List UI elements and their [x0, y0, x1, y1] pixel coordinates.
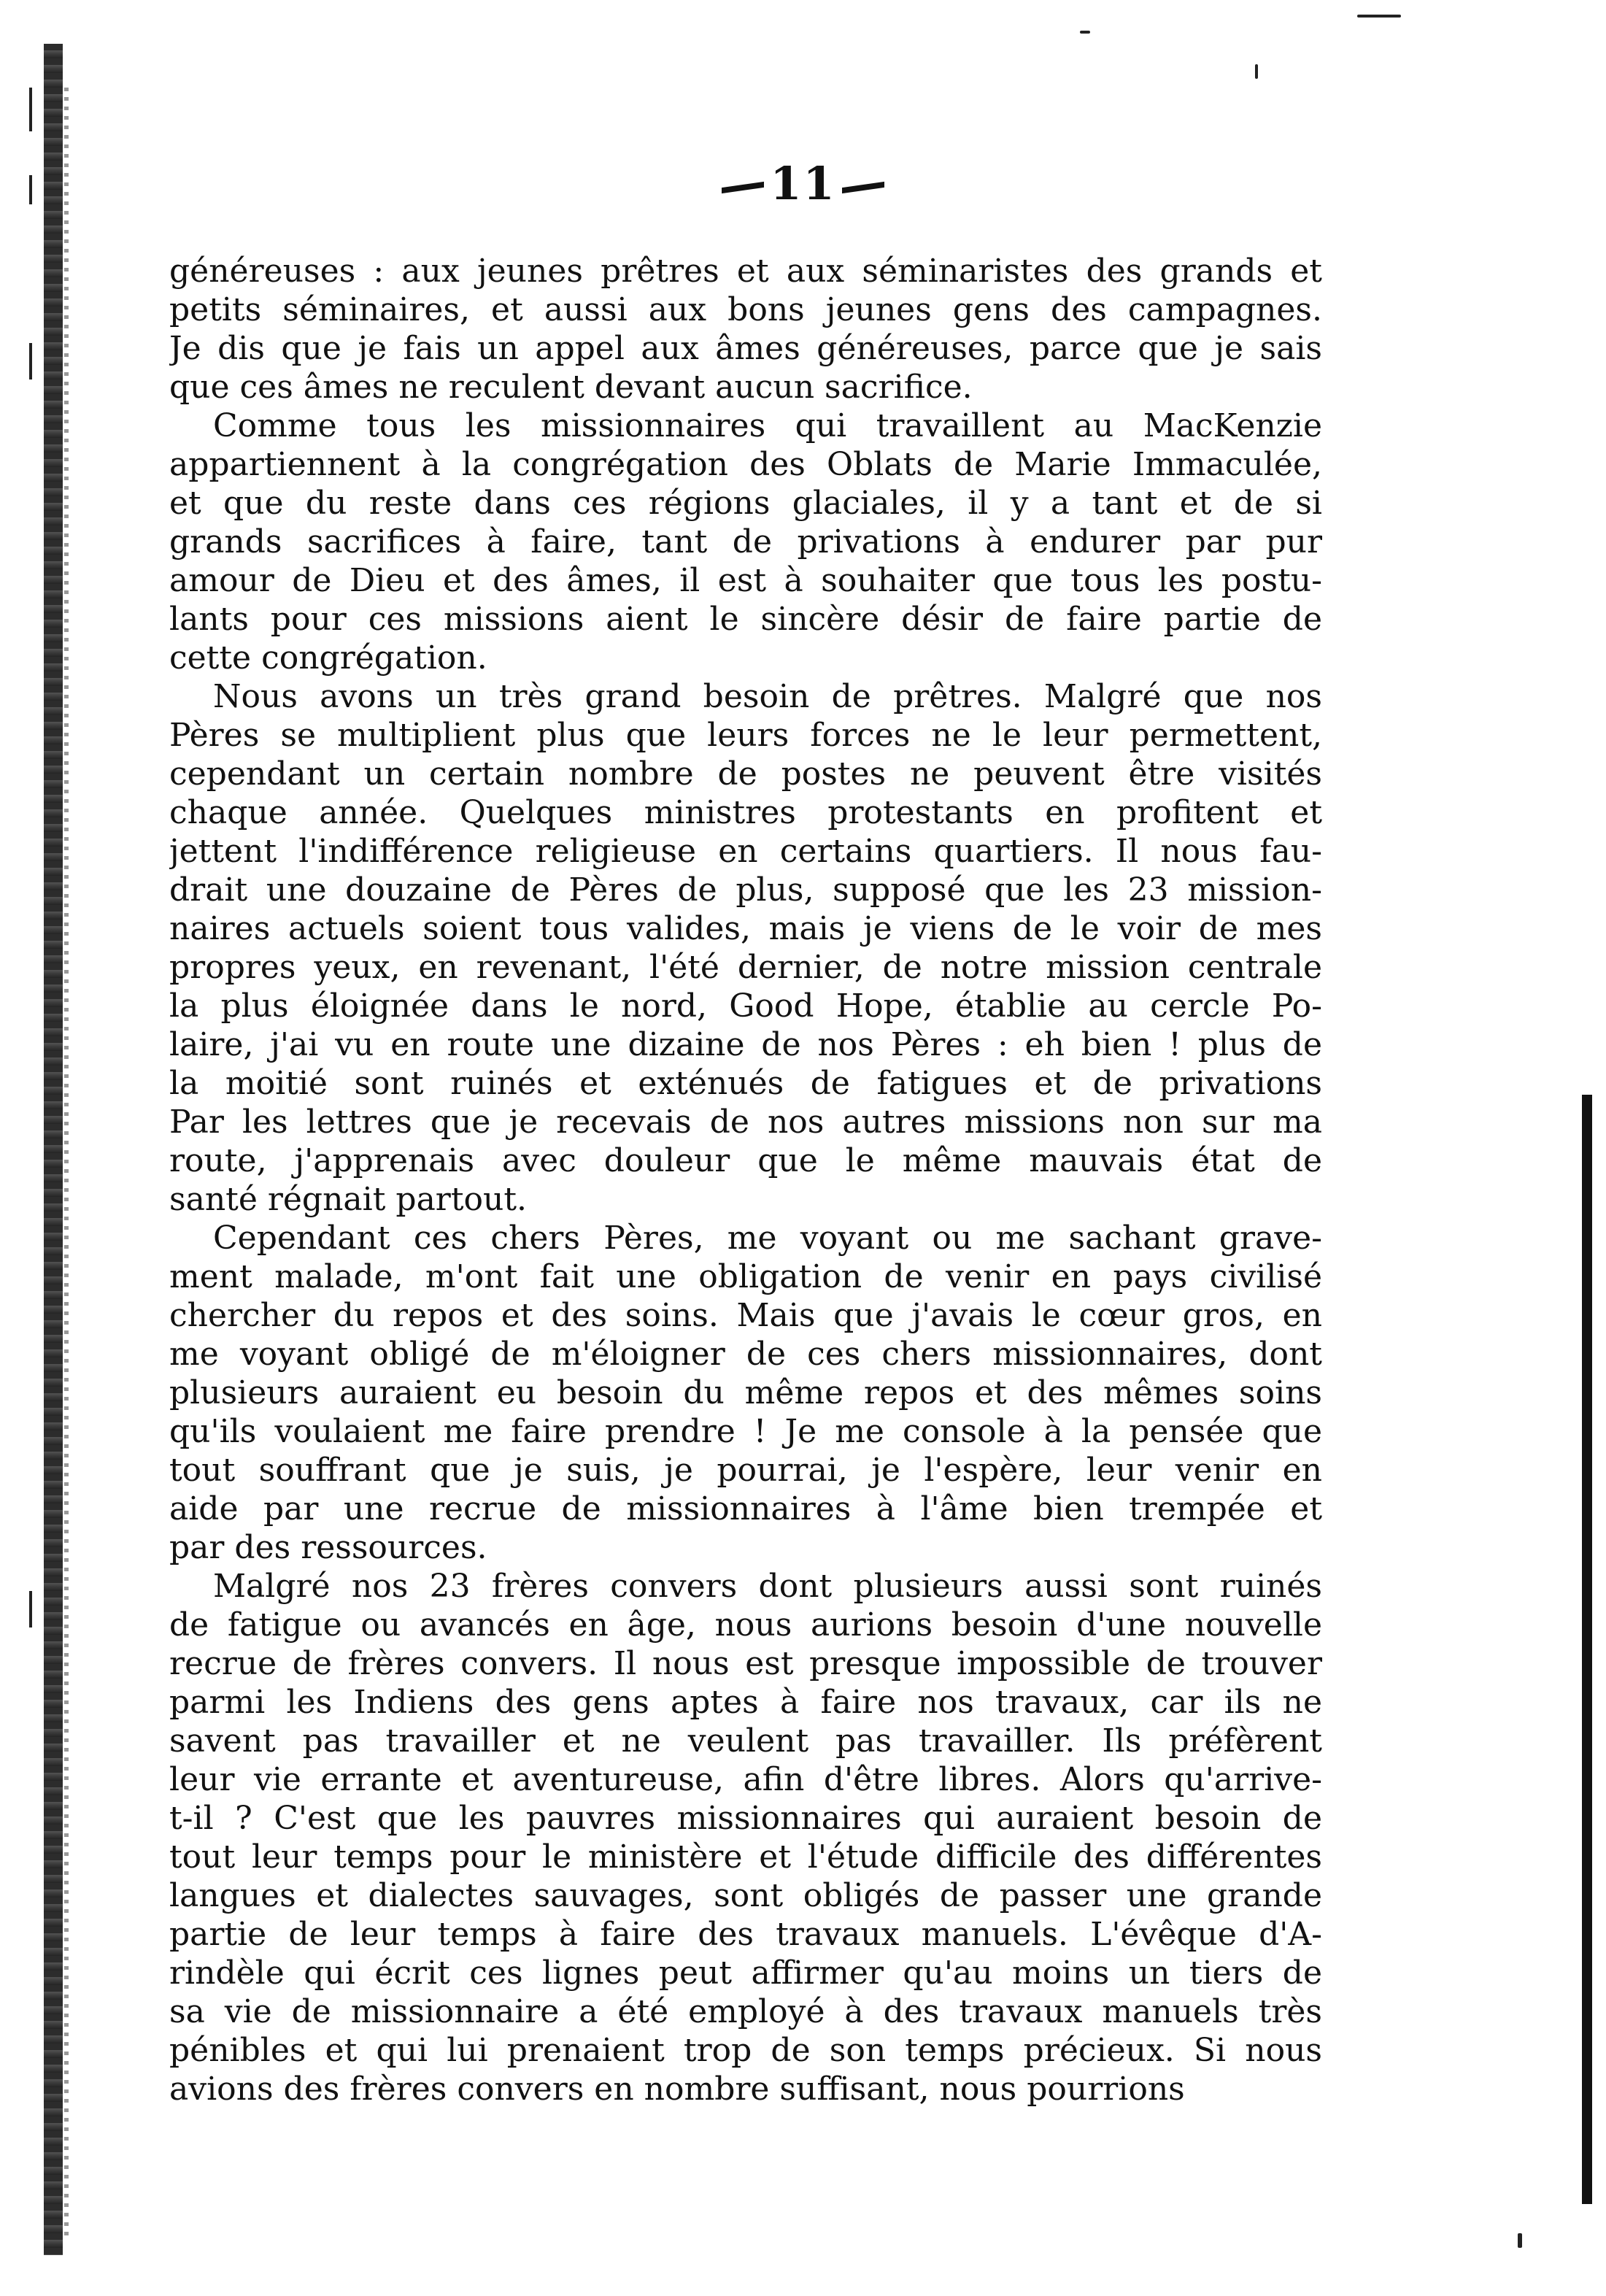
scan-mark — [29, 343, 32, 380]
text-line: santé régnait partout. — [169, 1181, 528, 1218]
text-line: amour de Dieu et des âmes, il est à souhaiter que tous les postu- — [169, 562, 1322, 599]
text-line: chaque année. Quelques ministres protestants en profitent et — [169, 794, 1322, 831]
text-line: t-il ? C'est que les pauvres missionnaires qui auraient besoin de — [169, 1800, 1322, 1837]
text-line: qu'ils voulaient me faire prendre ! Je me console à la pensée que — [169, 1413, 1322, 1450]
text-line: la moitié sont ruinés et exténués de fatigues et de privations — [169, 1065, 1322, 1102]
page-right-edge — [1582, 1095, 1592, 2204]
text-line: partie de leur temps à faire des travaux manuels. L'évêque d'A- — [169, 1916, 1322, 1953]
binding-shadow — [64, 88, 69, 2241]
text-line: par des ressources. — [169, 1529, 487, 1566]
text-line: Cependant ces chers Pères, me voyant ou me sachant grave- — [213, 1220, 1322, 1257]
text-line: tout souffrant que je suis, je pourrai, je l'espère, leur venir en — [169, 1452, 1322, 1489]
text-line: drait une douzaine de Pères de plus, supposé que les 23 mission- — [169, 871, 1322, 909]
page-number — [0, 157, 1606, 210]
page-number-text: 11 — [770, 157, 836, 210]
text-line: laire, j'ai vu en route une dizaine de nos Pères : eh bien ! plus de — [169, 1026, 1322, 1063]
text-line: cependant un certain nombre de postes ne peuvent être visités — [169, 755, 1322, 793]
text-line: grands sacrifices à faire, tant de privations à endurer par pur — [169, 523, 1322, 560]
text-line: généreuses : aux jeunes prêtres et aux séminaristes des grands et — [169, 253, 1322, 290]
text-line: petits séminaires, et aussi aux bons jeunes gens des campagnes. — [169, 291, 1322, 328]
text-line: lants pour ces missions aient le sincère désir de faire partie de — [169, 601, 1322, 638]
scan-speck — [1357, 15, 1401, 18]
text-line: tout leur temps pour le ministère et l'étude difficile des différentes — [169, 1838, 1322, 1876]
text-line: route, j'apprenais avec douleur que le même mauvais état de — [169, 1142, 1322, 1179]
paragraph — [169, 1567, 1322, 2108]
text-line: que ces âmes ne reculent devant aucun sacrifice. — [169, 369, 973, 406]
text-line: leur vie errante et aventureuse, afin d'être libres. Alors qu'arrive- — [169, 1761, 1322, 1798]
text-line: Par les lettres que je recevais de nos autres missions non sur ma — [169, 1103, 1322, 1141]
text-line: parmi les Indiens des gens aptes à faire nos travaux, car ils ne — [169, 1684, 1322, 1721]
text-line: me voyant obligé de m'éloigner de ces chers missionnaires, dont — [169, 1336, 1322, 1373]
book-binding-edge — [44, 44, 63, 2255]
scan-speck — [1518, 2233, 1522, 2248]
scan-speck — [1255, 64, 1258, 79]
text-line: aide par une recrue de missionnaires à l'âme bien trempée et — [169, 1490, 1322, 1528]
text-line: Pères se multiplient plus que leurs forces ne le leur permettent, — [169, 717, 1322, 754]
scan-mark — [29, 1591, 32, 1627]
text-line: cette congrégation. — [169, 639, 487, 677]
text-line: recrue de frères convers. Il nous est presque impossible de trouver — [169, 1645, 1322, 1682]
paragraph — [169, 1219, 1322, 1567]
text-line: de fatigue ou avancés en âge, nous aurions besoin d'une nouvelle — [169, 1606, 1322, 1644]
scan-speck — [1080, 31, 1090, 34]
text-line: et que du reste dans ces régions glaciales, il y a tant et de si — [169, 485, 1322, 522]
text-line: ment malade, m'ont fait une obligation de venir en pays civilisé — [169, 1258, 1322, 1295]
text-line: Je dis que je fais un appel aux âmes généreuses, parce que je sais — [169, 330, 1322, 367]
text-line: pénibles et qui lui prenaient trop de son temps précieux. Si nous — [169, 2032, 1322, 2069]
text-line: Malgré nos 23 frères convers dont plusieurs aussi sont ruinés — [213, 1568, 1322, 1605]
paragraph — [169, 407, 1322, 677]
paragraph — [169, 677, 1322, 1219]
text-line: Nous avons un très grand besoin de prêtres. Malgré que nos — [213, 678, 1322, 715]
text-line: naires actuels soient tous valides, mais je viens de le voir de mes — [169, 910, 1322, 947]
paragraph — [169, 252, 1322, 407]
text-line: savent pas travailler et ne veulent pas travailler. Ils préfèrent — [169, 1722, 1322, 1760]
text-line: langues et dialectes sauvages, sont obligés de passer une grande — [169, 1877, 1322, 1914]
text-line: avions des frères convers en nombre suffisant, nous pourrions — [169, 2070, 1185, 2108]
body-text — [169, 252, 1322, 2108]
folio-dash-right — [842, 182, 884, 193]
scan-mark — [29, 88, 32, 131]
text-line: jettent l'indifférence religieuse en certains quartiers. Il nous fau- — [169, 833, 1322, 870]
text-line: plusieurs auraient eu besoin du même repos et des mêmes soins — [169, 1374, 1322, 1411]
text-line: la plus éloignée dans le nord, Good Hope, établie au cercle Po- — [169, 987, 1322, 1025]
folio-dash-left — [722, 182, 764, 193]
text-line: propres yeux, en revenant, l'été dernier, de notre mission centrale — [169, 949, 1322, 986]
text-line: appartiennent à la congrégation des Oblats de Marie Immaculée, — [169, 446, 1322, 483]
text-line: chercher du repos et des soins. Mais que j'avais le cœur gros, en — [169, 1297, 1322, 1334]
text-line: rindèle qui écrit ces lignes peut affirmer qu'au moins un tiers de — [169, 1954, 1322, 1992]
text-line: Comme tous les missionnaires qui travaillent au MacKenzie — [213, 407, 1322, 444]
text-line: sa vie de missionnaire a été employé à des travaux manuels très — [169, 1993, 1322, 2030]
